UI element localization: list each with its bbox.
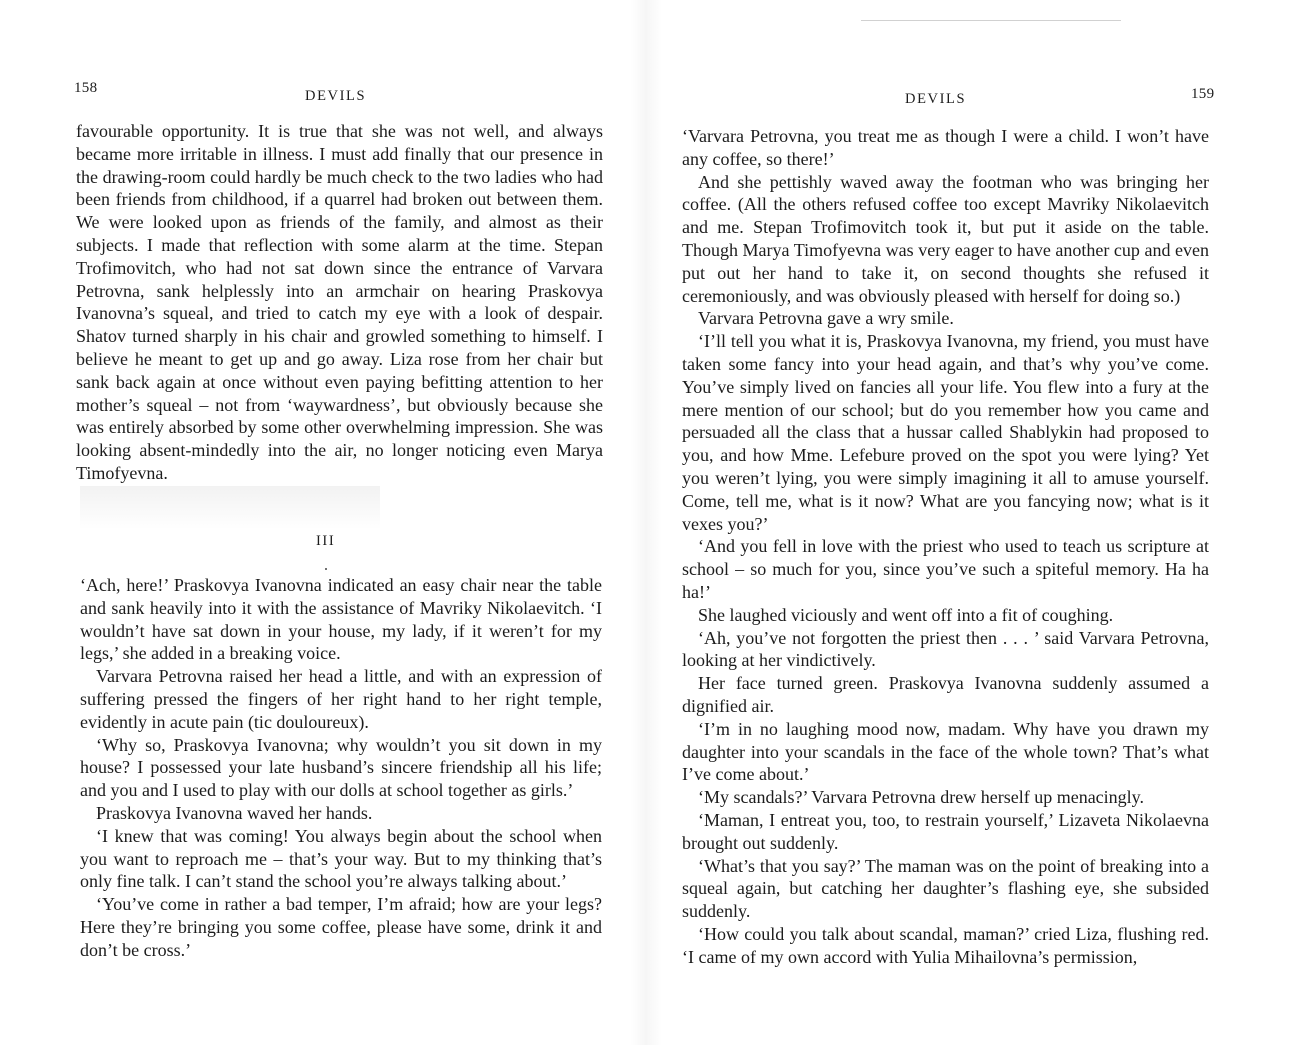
paragraph: ‘And you fell in love with the priest who used to teach us scripture at school – so much for you, since you’ve such a spiteful memory. Ha ha ha!’ <box>682 536 1209 602</box>
paragraph: Varvara Petrovna gave a wry smile. <box>698 308 954 329</box>
scan-mark <box>861 20 1121 21</box>
running-head-right: DEVILS <box>905 91 967 107</box>
paragraph: ‘What’s that you say?’ The maman was on the point of breaking into a squeal again, but catching her daughter’s flashing eye, she subsided suddenly. <box>682 855 1209 922</box>
paragraph: ‘You’ve come in rather a bad temper, I’m afraid; how are your legs? Here they’re bringing you some coffee, please have some, drink it and don’t be cross.’ <box>80 894 602 960</box>
right-page <box>646 0 1293 1045</box>
paragraph: ‘Why so, Praskovya Ivanovna; why wouldn’t you sit down in my house? I possessed your late husband’s sincere friendship all his life; and you and I used to play with our dolls at school together as girls.’ <box>80 734 602 801</box>
paragraph: Praskovya Ivanovna waved her hands. <box>96 802 373 823</box>
scan-shadow <box>80 486 380 530</box>
paragraph: ‘How could you talk about scandal, maman?’ cried Liza, flushing red. ‘I came of my own accord with Yulia Mihailovna’s permission, <box>682 923 1209 967</box>
paragraph: She laughed viciously and went off into a fit of coughing. <box>698 604 1114 625</box>
paragraph: ‘Maman, I entreat you, too, to restrain yourself,’ Lizaveta Nikolaevna brought out suddenly. <box>682 809 1209 853</box>
paragraph: ‘I’m in no laughing mood now, madam. Why have you drawn my daughter into your scandals in the face of the whole town? That’s what I’ve come about.’ <box>682 718 1209 785</box>
left-page <box>0 0 646 1045</box>
paragraph: ‘My scandals?’ Varvara Petrovna drew herself up menacingly. <box>698 787 1145 808</box>
running-head-left: DEVILS <box>305 88 367 104</box>
paragraph: ‘I knew that was coming! You always begin about the school when you want to reproach me – that’s your way. But to my thinking that’s only fine talk. I can’t stand the school you’re always talking about.’ <box>80 825 602 892</box>
continued-paragraph: favourable opportunity. It is true that she was not well, and always became more irritable in illness. I must add finally that our presence in the drawing-room could hardly be much check to the two ladies who had been friends from childhood, if a quarrel had broken out between them. We were looked upon as friends of the family, and almost as their subjects. I made that reflection with some alarm at the time. Stepan Trofimovitch, who had not sat down since the entrance of Varvara Petrovna, sank helplessly into an armchair on hearing Praskovya Ivanovna’s squeal, and tried to catch my eye with a look of despair. Shatov turned sharply in his chair and growled something to himself. I believe he meant to get up and go away. Liza rose from her chair but sank back again at once without even paying befitting attention to her mother’s squeal – not from ‘waywardness’, but obviously because she was entirely absorbed by some other overwhelming impression. She was looking absent-mindedly into the air, no longer noticing even Marya Timofyevna. <box>76 121 603 483</box>
paragraph: ‘Ach, here!’ Praskovya Ivanovna indicated an easy chair near the table and sank heavily into it with the assistance of Mavriky Nikolaevitch. ‘I wouldn’t have sat down in your house, my lady, if it weren’t for my legs,’ she added in a breaking voice. <box>80 575 602 664</box>
paragraph: ‘Ah, you’ve not forgotten the priest then . . . ’ said Varvara Petrovna, looking at her vindictively. <box>682 627 1209 671</box>
paragraph: And she pettishly waved away the footman who was bringing her coffee. (All the others refused coffee too except Mavriky Nikolaevitch and me. Stepan Trofimovitch took it, but put it aside on the table. Though Marya Timofyevna was very eager to have another cup and even put out her hand to take it, on second thoughts she refused it ceremoniously, and was obviously pleased with herself for doing so.) <box>682 171 1209 306</box>
left-text-block-continued <box>76 120 603 485</box>
paragraph: ‘I’ll tell you what it is, Praskovya Ivanovna, my friend, you must have taken some fancy into your head again, and that’s why you’ve come. You’ve simply lived on fancies all your life. You flew into a fury at the mere mention of our school; but do you remember how you came and persuaded all the class that a hussar called Shablykin had proposed to you, and how Mme. Lefebure proved on the spot you were lying? Yet you weren’t lying, you were simply imagining it all to amuse yourself. Come, tell me, what is it now? What are you fancying now; what is it vexes you?’ <box>682 331 1209 534</box>
paragraph: Her face turned green. Praskovya Ivanovna suddenly assumed a dignified air. <box>682 673 1209 716</box>
page-number-right: 159 <box>1191 86 1215 102</box>
paragraph: Varvara Petrovna raised her head a little, and with an expression of suffering pressed the fingers of her right hand to her right temple, evidently in acute pain (tic douloureux). <box>80 666 602 732</box>
page-number-left: 158 <box>74 80 98 96</box>
paragraph: ‘Varvara Petrovna, you treat me as though I were a child. I won’t have any coffee, so there!’ <box>682 126 1209 169</box>
right-text-block <box>682 125 1209 968</box>
left-text-block-section <box>80 574 602 962</box>
section-number: III <box>316 533 336 549</box>
scan-speck <box>325 568 327 570</box>
